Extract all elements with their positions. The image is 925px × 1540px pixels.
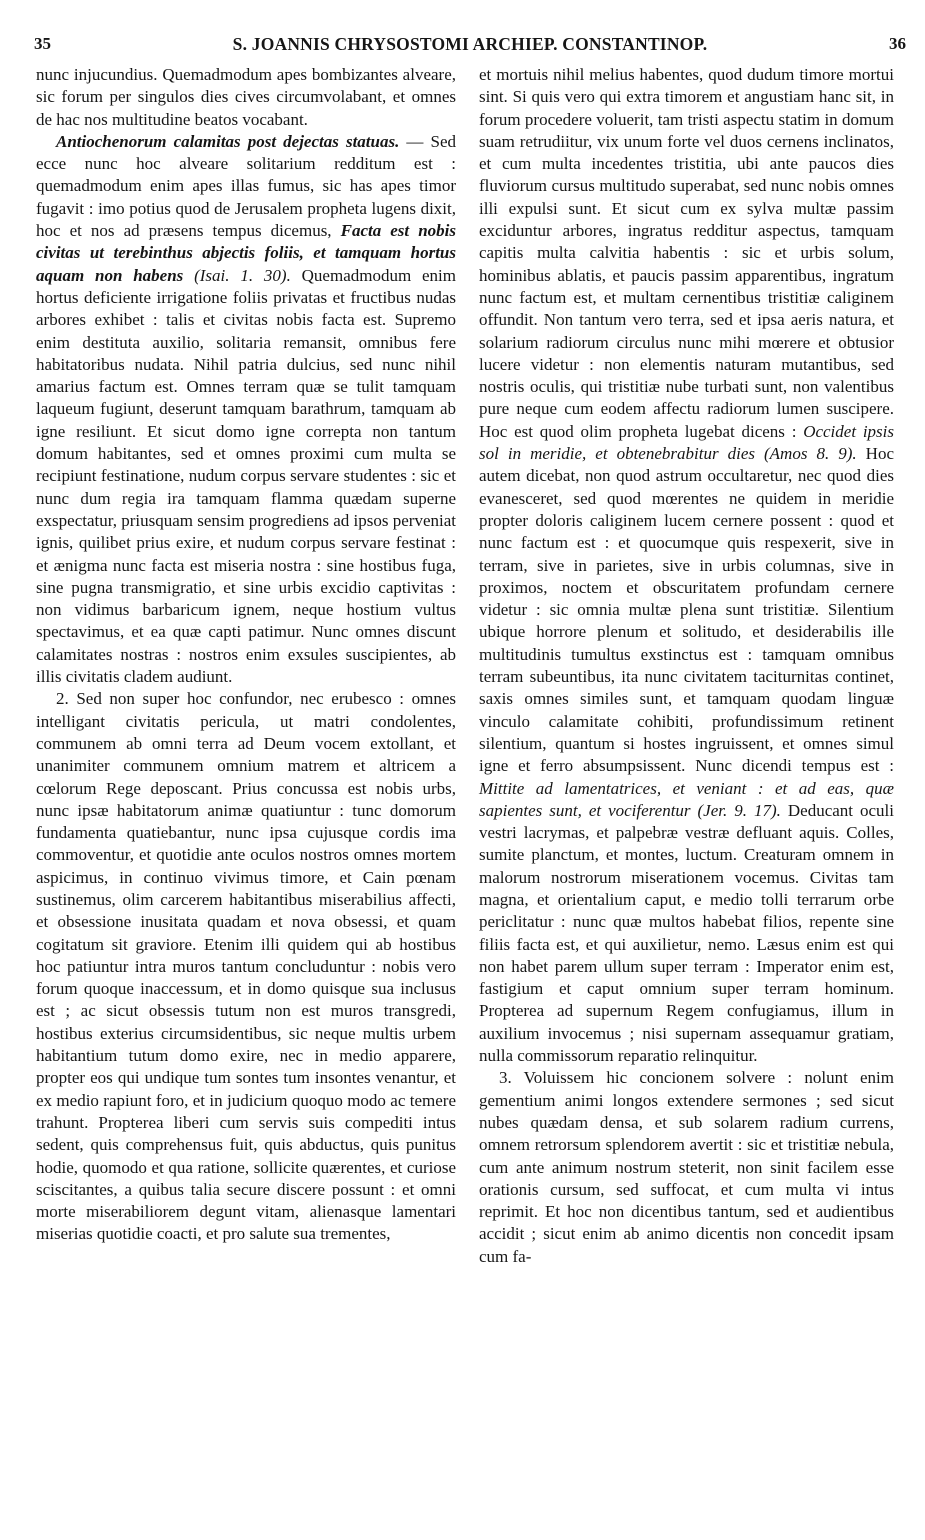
paragraph: 2. Sed non super hoc confundor, nec erubesco : omnes intelligant civitatis pericula, ut matri condolentes, communem ab omni terra ad Deum vocem extollant, et unanimiter communem omnium matrem et altricem a cœlorum Rege deposcant. Prius concussa est nobis urbs, nunc ipsæ habitatorum animæ quatiuntur : tunc domorum fundamenta quatiebantur, nunc ipsa cujusque cordis ima commoventur, et quotidie ante oculos nostros omnes mortem aspicimus, in continuo vivimus timore, et Cain pœnam sustinemus, olim carcerem habitantibus miserabilius affecti, et obsessione inusitata quadam et nova obsessi, et quam cogitatum sit graviore. Etenim illi quidem qui ab hostibus hoc patiuntur intra muros tantum concluduntur : nobis vero forum quoque inaccessum, et in domo quisque sua inclusus est ; ac sicut obsessis tutum non est muros transgredi, hostibus exterius circumsidentibus, sic neque multis urbem habitantium tutum domo exire, nec in medio apparere, propter eos qui undique tum sontes tum insontes venantur, et ex medio rapiunt foro, et in judicium quoquo modo ac temere trahunt. Propterea liberi cum servis suis compediti intus sedent, quis comprehensus fuit, quis abductus, quis punitus hodie, quomodo et qua ratione, sollicite quærentes, et curiose sciscitantes, a quibus talia secure discere possunt : et omni morte miserabiliorem degunt vitam, alienasque lamentari miserias quotidie coacti, et pro salute sua trementes,	[36, 689, 456, 1244]
right-column	[479, 64, 894, 1268]
scripture-quote: Facta est nobis civitas ut terebinthus abjectis foliis, et tamquam hortus aquam non habens	[36, 221, 456, 285]
paragraph: nunc injucundius. Quemadmodum apes bombizantes alveare, sic forum per singulos dies cives circumvolabant, et omnes de hac nos multitudine beatos vocabant.	[36, 65, 456, 129]
left-column	[36, 64, 456, 1246]
scripture-reference: (Isai. 1. 30).	[183, 265, 291, 285]
scripture-reference: (Amos 8. 9).	[754, 444, 857, 464]
page-number-left: 35	[34, 34, 51, 53]
paragraph: 3. Voluissem hic concionem solvere : nolunt enim gementium animi longos extendere sermones ; sed sicut nubes quædam densa, et sub solarem radium currens, omnem retrorsum splendorem avertit : sic et tristitiæ nebula, cum ante animum nostrum steterit, non sinit facilem esse orationis cursum, sed suffocat, et cum multa vi intus reprimit. Et hoc non dicentibus tantum, sed et audientibus accidit ; sicut enim ab animo dicentis non concedit ipsam cum fa-	[479, 1068, 894, 1266]
scripture-reference: (Jer. 9. 17).	[690, 800, 781, 820]
page-number-right: 36	[889, 34, 906, 53]
running-header	[34, 34, 906, 60]
scripture-quote: Mittite ad lamentatrices, et veniant : et ad eas, quæ sapientes sunt, et vociferentur	[479, 778, 894, 820]
running-title: S. JOANNIS CHRYSOSTOMI ARCHIEP. CONSTANTINOP.	[232, 34, 708, 54]
paragraph: Antiochenorum calamitas post dejectas statuas. — Sed ecce nunc hoc alveare solitarium redditum est : quemadmodum enim apes illas fumus, sic has apes timor fugavit : imo potius quod de Jerusalem propheta lugens dixit, hoc et nos ad præsens tempus dicemus, Facta est nobis civitas ut terebinthus abjectis foliis, et tamquam hortus aquam non habens (Isai. 1. 30). Quemadmodum enim hortus deficiente irrigatione foliis privatas et fructibus nudas arbores exhibet : talis et civitas nobis facta est. Supremo enim destituta auxilio, solitaria remansit, omnibus fere habitatoribus nudata. Nihil patria dulcius, sed nunc nihil amarius factum est. Omnes terram quæ se tulit tamquam laqueum fugiunt, deserunt tamquam barathrum, tamquam ab igne resiliunt. Et sicut domo igne correpta non tantum domum habitantes, sed et omnes proximi cum multa se recipiunt festinatione, nudum corpus servare studentes : sic et nunc dum regia ira tamquam flamma quædam superne exspectatur, priusquam sensim progrediens ad ipsos perveniat ignis, quilibet prius exire, et nudum corpus servare festinat : et ænigma nunc facta est miseria nostra : sine hostibus fuga, sine pugna transmigratio, et sine urbis excidio captivitas : non vidimus barbaricum ignem, neque hostium vultus spectavimus, et ea quæ capti patimur. Nunc omnes discunt calamitates nostras : nostros enim exsules suscipientes, ab illis civitatis cladem audiunt.	[36, 131, 457, 687]
paragraph: et mortuis nihil melius habentes, quod dudum timore mortui sint. Si quis vero qui extra timorem et angustiam hanc sit, in forum procedere voluerit, tam tristi aspectu statim in domum suam retrudiitur, vix unum forte vel duos cernens inclinatos, et cum multa incedentes tristitia, ubi ante paucos dies fluviorum cursus multitudo superabat, sed nunc nobis omnes illi expulsi sunt. Et sicut cum ex sylva multæ passim exciduntur arbores, ingratus redditur aspectus, tamquam capitis multa calvitia habentis : sic et urbis solum, hominibus ablatis, et paucis passim apparentibus, ingratum nunc factum est, et multam cernentibus tristitiæ caliginem offundit. Non tantum vero terra, sed et ipsa aeris natura, et solarium radiorum circulus nunc mihi mœrere et obtusior lucere videtur : non elementis naturam mutantibus, sed nostris oculis, qui tristitiæ nube turbati sunt, non valentibus pure neque cum eodem affectu radiorum lumen suscipere. Hoc est quod olim propheta lugebat dicens : Occidet ipsis sol in meridie, et obtenebrabitur dies (Amos 8. 9). Hoc autem dicebat, non quod astrum occultaretur, nec quod dies evanesceret, sed quod mœrentes ne quidem in meridie propter doloris caliginem lucem cernere possent : quod et nunc factum est : et quocumque quis respexerit, sive in terram, sive in parietes, sive in urbis columnas, sive in proximos, noctem et obscuritatem profundam cernere videtur : sic omnia multæ plena sunt tristitiæ. Silentium ubique horrore plenum et solitudo, et desiderabilis ille multitudinis tumultus exstinctus est : tamquam omnibus terram subeuntibus, ita nunc civitatem taciturnitas continet, saxis omnes similes sunt, et tamquam quodam linguæ vinculo calamitate cohibiti, profundissimum retinent silentium, quantum si hostes ingruissent, et omnes simul igne et ferro absumpsissent. Nunc dicendi tempus est : Mittite ad lamentatrices, et veniant : et ad eas, quæ sapientes sunt, et vociferentur (Jer. 9. 17). Deducant oculi vestri lacrymas, et palpebræ vestræ defluant aquis. Colles, sumite planctum, et montes, luctum. Creaturam omnem in malorum nostrorum miserationem vocemus. Civitas tam magna, et orientalium caput, e medio tolli terrarum orbe periclitatur : nunc quæ multos habebat filios, repente sine filiis facta est, et qui auxilietur, nemo. Læsus enim est qui non habet parem ullum super terram : Imperator enim est, fastigium et caput omnium super terram hominum. Propterea ad supernum Regem confugiamus, illum in auxilium invocemus ; nisi supernam assequamur gratiam, nulla commissorum reparatio relinquitur.	[479, 65, 894, 1066]
scripture-quote: Occidet ipsis sol in meridie, et obtenebrabitur dies	[479, 421, 894, 464]
section-heading: Antiochenorum calamitas post dejectas statuas.	[56, 131, 400, 151]
